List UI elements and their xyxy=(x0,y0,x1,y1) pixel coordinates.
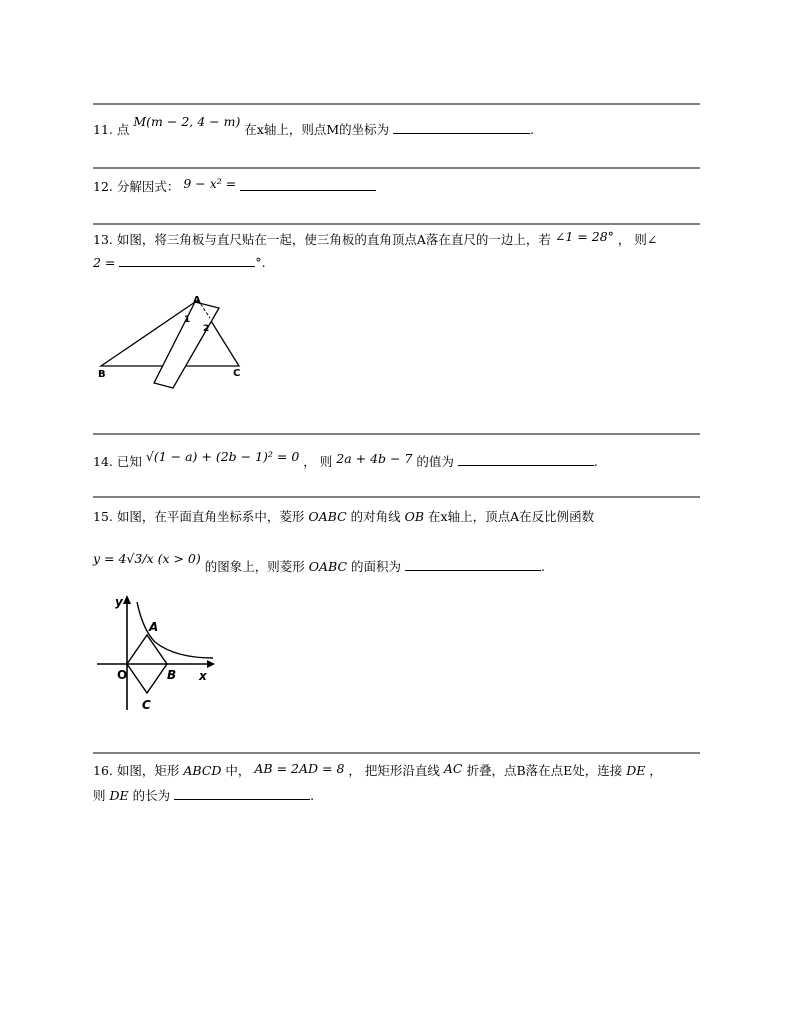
question-15-line-1 xyxy=(93,509,594,525)
angle-1-label: 1 xyxy=(184,315,191,325)
question-14 xyxy=(93,449,598,470)
x-axis-label: x xyxy=(199,669,207,683)
math-expression: y = 4√3/x (x > 0) xyxy=(93,551,201,566)
question-12 xyxy=(93,178,376,195)
y-axis-label: y xyxy=(115,595,123,609)
angle-2-label: 2 xyxy=(203,324,210,334)
separator-rule xyxy=(93,167,700,169)
rhombus-coordinate-figure xyxy=(95,590,220,712)
math-expression: AC xyxy=(443,761,463,776)
question-16-line-1 xyxy=(93,763,662,779)
math-expression: ∠1 = 28° xyxy=(554,229,614,244)
question-13-line-1 xyxy=(93,229,658,248)
question-16-line-2 xyxy=(93,787,314,804)
answer-blank[interactable] xyxy=(174,787,310,800)
math-expression: 2 = xyxy=(93,255,116,270)
question-number: 13. xyxy=(93,232,113,247)
question-15-line-2 xyxy=(93,551,545,575)
math-expression: AB = 2AD = 8 xyxy=(254,761,345,776)
answer-blank[interactable] xyxy=(119,254,255,267)
question-text: 在x轴上，顶点A在反比例函数 xyxy=(428,509,595,524)
math-expression: 2a + 4b − 7 xyxy=(336,451,413,466)
question-text: . xyxy=(593,454,598,469)
answer-blank[interactable] xyxy=(393,121,530,134)
separator-rule xyxy=(93,103,700,105)
question-13-line-2 xyxy=(93,254,266,271)
question-text: ， 则∠ xyxy=(617,232,658,247)
math-expression: DE xyxy=(109,788,129,803)
answer-blank[interactable] xyxy=(240,178,376,191)
question-text: . xyxy=(541,559,545,574)
question-number: 11. xyxy=(93,122,113,137)
question-text: 如图，矩形 xyxy=(116,763,180,778)
x-axis-arrow xyxy=(207,660,215,668)
math-expression: 9 − x² = xyxy=(183,176,237,191)
question-number: 14. xyxy=(93,454,113,469)
separator-rule xyxy=(93,752,700,754)
math-expression: DE xyxy=(626,763,646,778)
separator-rule xyxy=(93,223,700,225)
question-text: ， xyxy=(649,763,662,778)
point-c-label: C xyxy=(142,698,151,712)
question-text: 如图，在平面直角坐标系中，菱形 xyxy=(116,509,305,524)
answer-blank[interactable] xyxy=(458,453,594,466)
question-text: 的长为 xyxy=(132,788,171,803)
math-expression: M(m − 2, 4 − m) xyxy=(133,114,241,129)
question-number: 16. xyxy=(93,763,113,778)
separator-rule xyxy=(93,496,700,498)
separator-rule xyxy=(93,433,700,435)
triangle-ruler-figure xyxy=(95,288,245,394)
question-text: 的值为 xyxy=(416,454,454,469)
math-expression: ABCD xyxy=(183,763,222,778)
question-text: 则 xyxy=(93,788,106,803)
answer-blank[interactable] xyxy=(405,558,541,571)
question-text: 的对角线 xyxy=(350,509,401,524)
point-a-label: A xyxy=(193,295,201,306)
math-expression: OB xyxy=(404,509,425,524)
math-expression: √(1 − a) + (2b − 1)² = 0 xyxy=(145,449,300,464)
point-o-label: O xyxy=(117,668,128,682)
question-text: . xyxy=(310,788,315,803)
question-text: 已知 xyxy=(116,454,142,469)
question-11 xyxy=(93,114,535,138)
question-text: 的面积为 xyxy=(351,559,402,574)
question-text: 的图象上，则菱形 xyxy=(204,559,305,574)
question-text: 在x轴上，则点M的坐标为 xyxy=(244,122,390,137)
question-text: 中， xyxy=(225,763,251,778)
question-text: 如图，将三角板与直尺贴在一起，使三角板的直角顶点A落在直尺的一边上，若 xyxy=(116,232,551,247)
point-c-label: C xyxy=(233,368,241,379)
question-text: 折叠，点B落在点E处，连接 xyxy=(466,763,623,778)
point-a-label: A xyxy=(149,620,159,634)
point-b-label: B xyxy=(98,369,106,380)
question-text: 分解因式： xyxy=(116,179,180,194)
math-expression: OABC xyxy=(308,509,347,524)
question-text: ， 则 xyxy=(303,454,333,469)
question-text: 点 xyxy=(116,122,130,137)
point-b-label: B xyxy=(167,668,177,682)
question-number: 12. xyxy=(93,179,113,194)
question-text: ， 把矩形沿直线 xyxy=(348,763,440,778)
math-expression: OABC xyxy=(308,559,348,574)
question-text: °. xyxy=(255,255,266,270)
question-text: . xyxy=(530,122,535,137)
y-axis-arrow xyxy=(123,595,131,604)
question-number: 15. xyxy=(93,509,113,524)
